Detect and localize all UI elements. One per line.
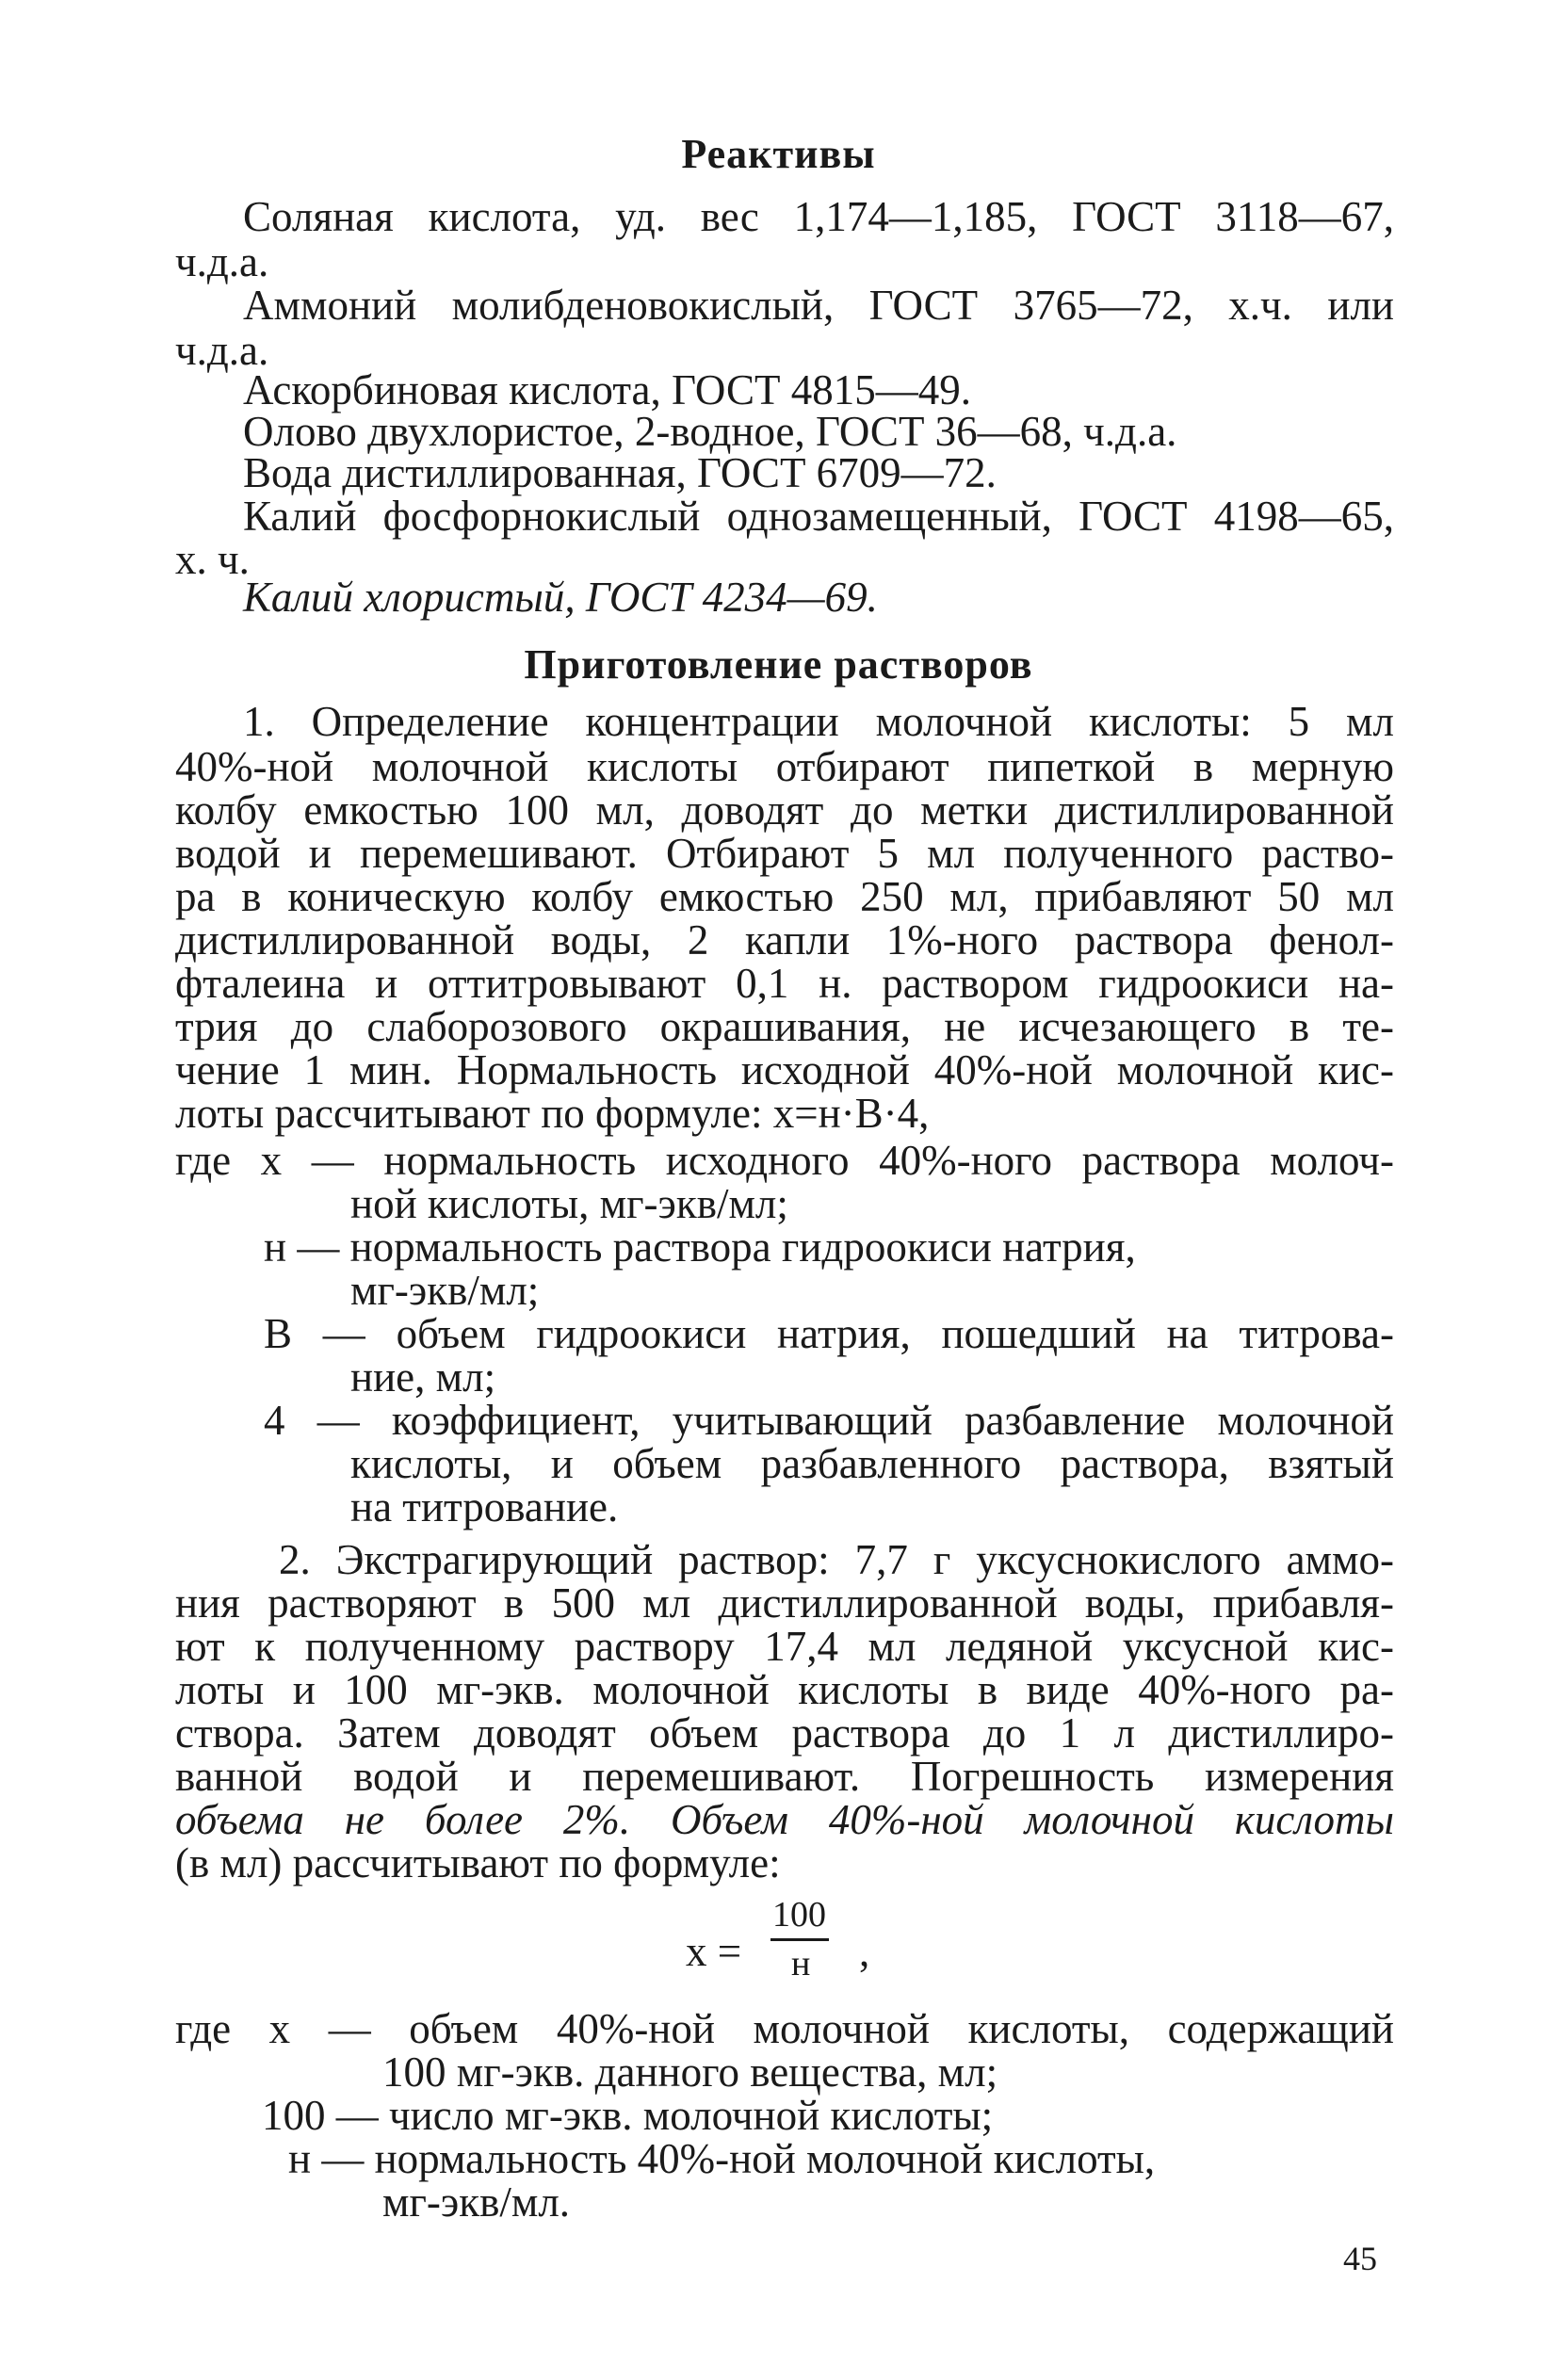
page-number: 45 <box>1343 2240 1377 2277</box>
legend-line: ной кислоты, мг-экв/мл; <box>350 1180 788 1227</box>
preparation-heading: Приготовление растворов <box>524 641 1033 688</box>
reagent-line: Соляная кислота, уд. вес 1,174—1,185, ГОСТ 3118—67, <box>243 193 1394 240</box>
paragraph-line: водой и перемешивают. Отбирают 5 мл полученного раство- <box>175 830 1394 877</box>
formula-trail: , <box>859 1928 870 1975</box>
legend-line: н — нормальность 40%-ной молочной кислоты, <box>288 2135 1156 2182</box>
legend-line: кислоты, и объем разбавленного раствора, взятый <box>350 1440 1394 1487</box>
paragraph-line: ра в коническую колбу емкостью 250 мл, прибавляют 50 мл <box>175 873 1394 920</box>
paragraph-line: трия до слаборозового окрашивания, не исчезающего в те- <box>175 1003 1394 1050</box>
legend-line: 100 — число мг-экв. молочной кислоты; <box>262 2092 994 2139</box>
reagent-line: Калий хлористый, ГОСТ 4234—69. <box>243 574 878 621</box>
legend-line: н — нормальность раствора гидроокиси натрия, <box>264 1223 1136 1271</box>
legend-line: на титрование. <box>350 1483 619 1530</box>
paragraph-line: 2. Экстрагирующий раствор: 7,7 г уксуснокислого аммо- <box>279 1536 1394 1583</box>
reagent-line: ч.д.а. <box>175 327 269 374</box>
formula-denominator: н <box>791 1944 811 1983</box>
paragraph-line: 40%-ной молочной кислоты отбирают пипеткой в мерную <box>175 743 1394 790</box>
legend-line: мг-экв/мл. <box>382 2178 571 2226</box>
paragraph-line: дистиллированной воды, 2 капли 1%-ного раствора фенол- <box>175 916 1394 963</box>
paragraph-line: фталеина и оттитровывают 0,1 н. раствором гидроокиси на- <box>175 960 1394 1007</box>
paragraph-line: (в мл) рассчитывают по формуле: <box>175 1839 781 1886</box>
legend-line: 100 мг-экв. данного вещества, мл; <box>382 2048 998 2096</box>
legend-line: где x — нормальность исходного 40%-ного раствора молоч- <box>175 1137 1394 1184</box>
paragraph-line: объема не более 2%. Объем 40%-ной молочной кислоты <box>175 1796 1394 1843</box>
reagent-line: Аскорбиновая кислота, ГОСТ 4815—49. <box>243 366 971 413</box>
paragraph-line: лоты и 100 мг-экв. молочной кислоты в виде 40%-ного ра- <box>175 1666 1394 1713</box>
paragraph-line: ния растворяют в 500 мл дистиллированной воды, прибавля- <box>175 1579 1394 1627</box>
paragraph-line: ванной водой и перемешивают. Погрешность измерения <box>175 1753 1394 1800</box>
reagent-line: ч.д.а. <box>175 238 269 285</box>
paragraph-line: ют к полученному раствору 17,4 мл ледяной уксусной кис- <box>175 1623 1394 1670</box>
formula-numerator: 100 <box>772 1895 826 1935</box>
legend-line: мг-экв/мл; <box>350 1267 540 1314</box>
reagent-line: Вода дистиллированная, ГОСТ 6709—72. <box>243 449 997 496</box>
legend-line: ние, мл; <box>350 1353 496 1400</box>
legend-line: где x — объем 40%-ной молочной кислоты, содержащий <box>175 2005 1394 2052</box>
paragraph-line: колбу емкостью 100 мл, доводят до метки дистиллированной <box>175 786 1394 834</box>
legend-line: B — объем гидроокиси натрия, пошедший на титрова- <box>264 1310 1394 1357</box>
paragraph-line: чение 1 мин. Нормальность исходной 40%-ной молочной кис- <box>175 1046 1394 1093</box>
paragraph-line: 1. Определение концентрации молочной кислоты: 5 мл <box>243 698 1394 745</box>
formula-lhs: x = <box>686 1928 742 1975</box>
legend-line: 4 — коэффициент, учитывающий разбавление молочной <box>264 1397 1394 1444</box>
paragraph-line: створа. Затем доводят объем раствора до 1 л дистиллиро- <box>175 1709 1394 1757</box>
reagent-line: Аммоний молибденовокислый, ГОСТ 3765—72, х.ч. или <box>243 282 1394 329</box>
reagent-line: Калий фосфорнокислый однозамещенный, ГОСТ 4198—65, <box>243 493 1394 540</box>
reagent-line: х. ч. <box>175 536 250 583</box>
reagents-heading: Реактивы <box>681 131 876 177</box>
fraction-bar <box>770 1938 829 1941</box>
paragraph-line: лоты рассчитывают по формуле: x=н·B·4, <box>175 1090 930 1137</box>
reagent-line: Олово двухлористое, 2-водное, ГОСТ 36—68, ч.д.а. <box>243 408 1177 455</box>
